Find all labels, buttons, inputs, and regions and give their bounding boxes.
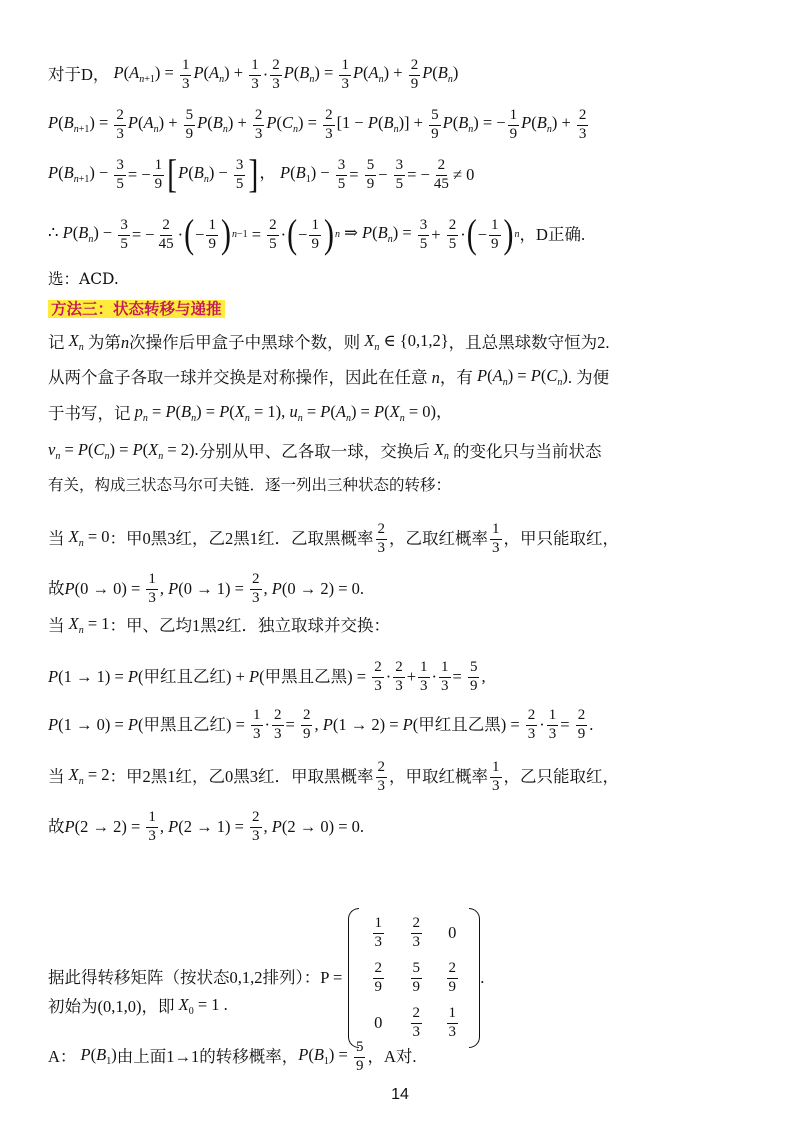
text-span: 的变化只与当前状态 (453, 441, 602, 461)
text-span: 据此得转移矩阵（按状态0,1,2排列）： (48, 967, 321, 987)
answer-text: 选：ACD. (48, 270, 119, 288)
fraction: $\frac{3}{5}$ (120, 217, 128, 252)
fraction: $\frac{1}{3}$ (492, 759, 500, 794)
fraction: $\frac{1}{9}$ (509, 107, 518, 142)
text-span: 甲红且乙红 (143, 667, 226, 686)
matrix-right-bracket (469, 908, 480, 1048)
fraction: $\frac{5}{9}$ (469, 659, 478, 694)
equation-line-1: 对于D， $P(A_{n+1})$ = $\frac{1}{3}$ $P(A_n)$ + $\frac{1}{3}$ · $\frac{2}{3}$ $P(B_n)$ = $\frac{1}{3}$ $P(A_n)$ + $\frac{2}{9}$ $P(B_n)$ (48, 57, 459, 92)
text-span: 由上面1→1的转移概率， (116, 1047, 299, 1066)
fraction: $\frac{2}{5}$ (448, 217, 457, 252)
text-span: ，乙取红概率 (389, 529, 489, 548)
text-span: ，且总黑球数守恒为2. (448, 332, 610, 352)
fraction: $\frac{2}{5}$ (269, 217, 277, 252)
fraction: $\frac{2}{3}$ (377, 521, 386, 556)
equation-line-3: $P(B_{n+1})$ − $\frac{3}{5}$ = − $\frac{1}{9}$ [ $P(B_n)$ − $\frac{3}{5}$ ] ， $P(B_1)$ − $\frac{3}{5}$ = $\frac{5}{9}$ − $\frac{3}{5}$ = − $\frac{2}{45}$ ≠ 0 (48, 152, 475, 197)
matrix-entry: $\frac{5}{9}$ (412, 959, 420, 995)
text-line-20: 初始为 (0,1,0) ，即 $X_0 = 1$ . (48, 995, 228, 1017)
matrix-entry: $\frac{2}{3}$ (412, 1004, 420, 1040)
fraction: $\frac{2}{3}$ (377, 759, 386, 794)
method-three-title: 方法三：状态转移与递推 (48, 300, 225, 318)
text-line-16: P(1 → 0) = P( 甲黑且乙红 ) = $\frac{1}{3}$ · $\frac{2}{3}$ = $\frac{2}{9}$ , P(1 → 2) = P( 甲红且乙黑 ) = $\frac{2}{3}$ · $\frac{1}{3}$ = $\frac{2}{9}$ . (48, 707, 594, 742)
answer-line (48, 272, 119, 288)
matrix-entry: $\frac{1}{3}$ (448, 1004, 456, 1040)
matrix-entry: 0 (374, 1012, 383, 1032)
fraction: $\frac{2}{9}$ (577, 707, 586, 742)
fraction: $\frac{1}{3}$ (148, 571, 156, 606)
text-for-d: 对于D， (48, 65, 110, 84)
fraction: $\frac{1}{3}$ (253, 707, 261, 742)
fraction: $\frac{1}{3}$ (148, 809, 156, 844)
text-span: 于书写，记 (48, 403, 131, 423)
fraction: $\frac{2}{3}$ (374, 659, 382, 694)
fraction: $\frac{1}{3}$ (492, 521, 500, 556)
fraction: $\frac{3}{5}$ (337, 157, 346, 192)
text-span: 分别从甲、乙各取一球，交换后 (198, 441, 430, 461)
text-span: 故 (48, 817, 65, 836)
transition-matrix (348, 908, 480, 1048)
text-span: 当 (48, 529, 65, 548)
equation-line-4: ∴ $P(B_n)$ − $\frac{3}{5}$ = − $\frac{2}{45}$ · ( − $\frac{1}{9}$ ) n−1 = $\frac{2}{5}$ · ( − $\frac{1}{9}$ ) n ⇒ $P(B_n)$ = $\frac{3}{5}$ + $\frac{2}{5}$ · ( − $\frac{1}{9}$ ) n ，D正确. (48, 212, 586, 257)
fraction: $\frac{1}{3}$ (341, 57, 349, 92)
fraction: $\frac{2}{9}$ (302, 707, 311, 742)
text-span: 故 (48, 579, 65, 598)
matrix-left-bracket (348, 908, 359, 1048)
text-line-12: 当 $X_n = 0$ ：甲0黑3红，乙2黑1红．乙取黑概率 $\frac{2}{3}$ ，乙取红概率 $\frac{1}{3}$ ，甲只能取红， (48, 521, 620, 556)
page-number: 14 (391, 1086, 409, 1103)
text-line-17: 当 $X_n = 2$ ：甲2黑1红，乙0黑3红．甲取黑概率 $\frac{2}{3}$ ，甲取红概率 $\frac{1}{3}$ ，乙只能取红， (48, 759, 620, 794)
text-span: ：甲0黑3红，乙2黑1红．乙取黑概率 (109, 529, 374, 548)
fraction: $\frac{1}{3}$ (441, 659, 449, 694)
fraction: $\frac{5}{9}$ (355, 1039, 364, 1074)
fraction: $\frac{2}{3}$ (325, 107, 333, 142)
text-line-21: A： $P(B_1)$ 由上面1→1的转移概率， $P(B_1)$ = $\frac{5}{9}$ ，A对. (48, 1039, 417, 1074)
text-line-8: 从两个盒子各取一球并交换是对称操作，因此在任意 n ，有 $P(A_n) = P(C_n)$ . 为便 (48, 366, 610, 388)
fraction: $\frac{5}{9}$ (431, 107, 439, 142)
text-span: 记 (48, 332, 65, 352)
text-span: 次操作后甲盒子中黑球个数，则 (129, 332, 361, 352)
text-line-14: 当 $X_n = 1$ ：甲、乙均1黑2红．独立取球并交换： (48, 614, 391, 636)
text-span: 当 (48, 767, 65, 786)
matrix-entry: 0 (448, 922, 457, 942)
text-line-13: 故 P(0 → 0) = $\frac{1}{3}$ , P(0 → 1) = $\frac{2}{3}$ , P(0 → 2) = 0. (48, 571, 365, 606)
text-span: ，即 (141, 996, 175, 1016)
fraction: $\frac{3}{5}$ (235, 157, 244, 192)
text-line-19: 据此得转移矩阵（按状态0,1,2排列）： P = $\frac{1}{3}$ $\frac{2}{3}$ 0 $\frac{2}{9}$ $\frac{5}{9}$ $\frac{2}{9}$ 0 $\frac{2}{3}$ $\frac{1}{3}$ . (48, 908, 484, 1048)
fraction: $\frac{1}{3}$ (251, 57, 259, 92)
fraction: $\frac{2}{3}$ (272, 57, 280, 92)
fraction: $\frac{3}{5}$ (419, 217, 428, 252)
text-line-11 (48, 478, 451, 494)
text-span: 为第 (87, 332, 121, 352)
text-span: ，乙只能取红， (503, 767, 620, 786)
fraction: $\frac{2}{3}$ (254, 107, 263, 142)
fraction: $\frac{2}{45}$ (433, 157, 449, 192)
section-heading (48, 300, 225, 318)
fraction: $\frac{5}{9}$ (185, 107, 194, 142)
fraction: $\frac{1}{3}$ (548, 707, 557, 742)
text-line-10: $v_n = P(C_n) = P(X_n = 2)$. 分别从甲、乙各取一球，交换后 $X_n$ 的变化只与当前状态 (48, 440, 602, 462)
fraction: $\frac{2}{3}$ (274, 707, 282, 742)
text-line-7: 记 $X_n$ 为第 n 次操作后甲盒子中黑球个数，则 $X_n$ ∈ {0,1,2} ，且总黑球数守恒为2. (48, 331, 610, 353)
fraction: $\frac{2}{9}$ (410, 57, 419, 92)
matrix-entry: $\frac{2}{9}$ (374, 959, 382, 995)
matrix-entry: $\frac{2}{3}$ (412, 914, 420, 950)
fraction: $\frac{3}{5}$ (395, 157, 404, 192)
matrix-entry: $\frac{1}{3}$ (374, 914, 382, 950)
text-span: 甲红且乙黑 (418, 715, 501, 734)
fraction: $\frac{1}{3}$ (181, 57, 190, 92)
fraction: $\frac{2}{3}$ (116, 107, 124, 142)
fraction: $\frac{2}{3}$ (252, 571, 260, 606)
fraction: $\frac{1}{9}$ (311, 217, 319, 252)
text-span: . 为便 (567, 367, 610, 387)
equation-line-2: $P(B_{n+1})$ = $\frac{2}{3}$ $P(A_n)$ + $\frac{5}{9}$ $P(B_n)$ + $\frac{2}{3}$ $P(C_n)$ = $\frac{2}{3}$ $[1 - P(B_n)]$ + $\frac{5}{9}$ $P(B_n)$ = − $\frac{1}{9}$ $P(B_n)$ + $\frac{2}{3}$ (48, 107, 587, 142)
text-span: 初始为 (48, 996, 98, 1016)
text-span: A： (48, 1047, 77, 1066)
matrix-grid (359, 911, 469, 1045)
text-span: 甲黑且乙黑 (264, 667, 348, 686)
fraction: $\frac{2}{45}$ (158, 217, 174, 252)
text-d-correct: ，D正确. (519, 225, 586, 244)
fraction: $\frac{2}{3}$ (252, 809, 260, 844)
text-span: ，有 (439, 367, 473, 387)
fraction: $\frac{5}{9}$ (366, 157, 375, 192)
text-span: ：甲、乙均1黑2红．独立取球并交换： (109, 615, 391, 635)
fraction: $\frac{1}{9}$ (208, 217, 216, 252)
fraction: $\frac{2}{3}$ (527, 707, 536, 742)
fraction: $\frac{1}{3}$ (420, 659, 428, 694)
text-span: ，甲只能取红， (503, 529, 620, 548)
text-span: 从两个盒子各取一球并交换是对称操作，因此在任意 (48, 367, 428, 387)
text-span: 甲黑且乙红 (143, 715, 226, 734)
fraction: $\frac{3}{5}$ (116, 157, 124, 192)
fraction: $\frac{1}{9}$ (154, 157, 163, 192)
fraction: $\frac{2}{3}$ (578, 107, 587, 142)
matrix-entry: $\frac{2}{9}$ (448, 959, 456, 995)
text-line-18: 故 P(2 → 2) = $\frac{1}{3}$ , P(2 → 1) = $\frac{2}{3}$ , P(2 → 0) = 0. (48, 809, 365, 844)
text-line-9: 于书写，记 $p_n = P(B_n) = P(X_n = 1)$, $u_n = P(A_n) = P(X_n = 0)$， (48, 402, 453, 424)
text-span: ，甲取红概率 (389, 767, 489, 786)
fraction: $\frac{1}{9}$ (491, 217, 499, 252)
text-span: ，A对. (367, 1047, 417, 1066)
fraction: $\frac{2}{3}$ (395, 659, 403, 694)
text-span: 有关，构成三状态马尔可夫链．逐一列出三种状态的转移： (48, 476, 452, 494)
text-span: 当 (48, 615, 65, 635)
text-line-15: P(1 → 1) = P( 甲红且乙红 ) + P( 甲黑且乙黑 ) = $\frac{2}{3}$ · $\frac{2}{3}$ + $\frac{1}{3}$ · $\frac{1}{3}$ = $\frac{5}{9}$ , (48, 659, 486, 694)
text-span: ：甲2黑1红，乙0黑3红．甲取黑概率 (109, 767, 374, 786)
